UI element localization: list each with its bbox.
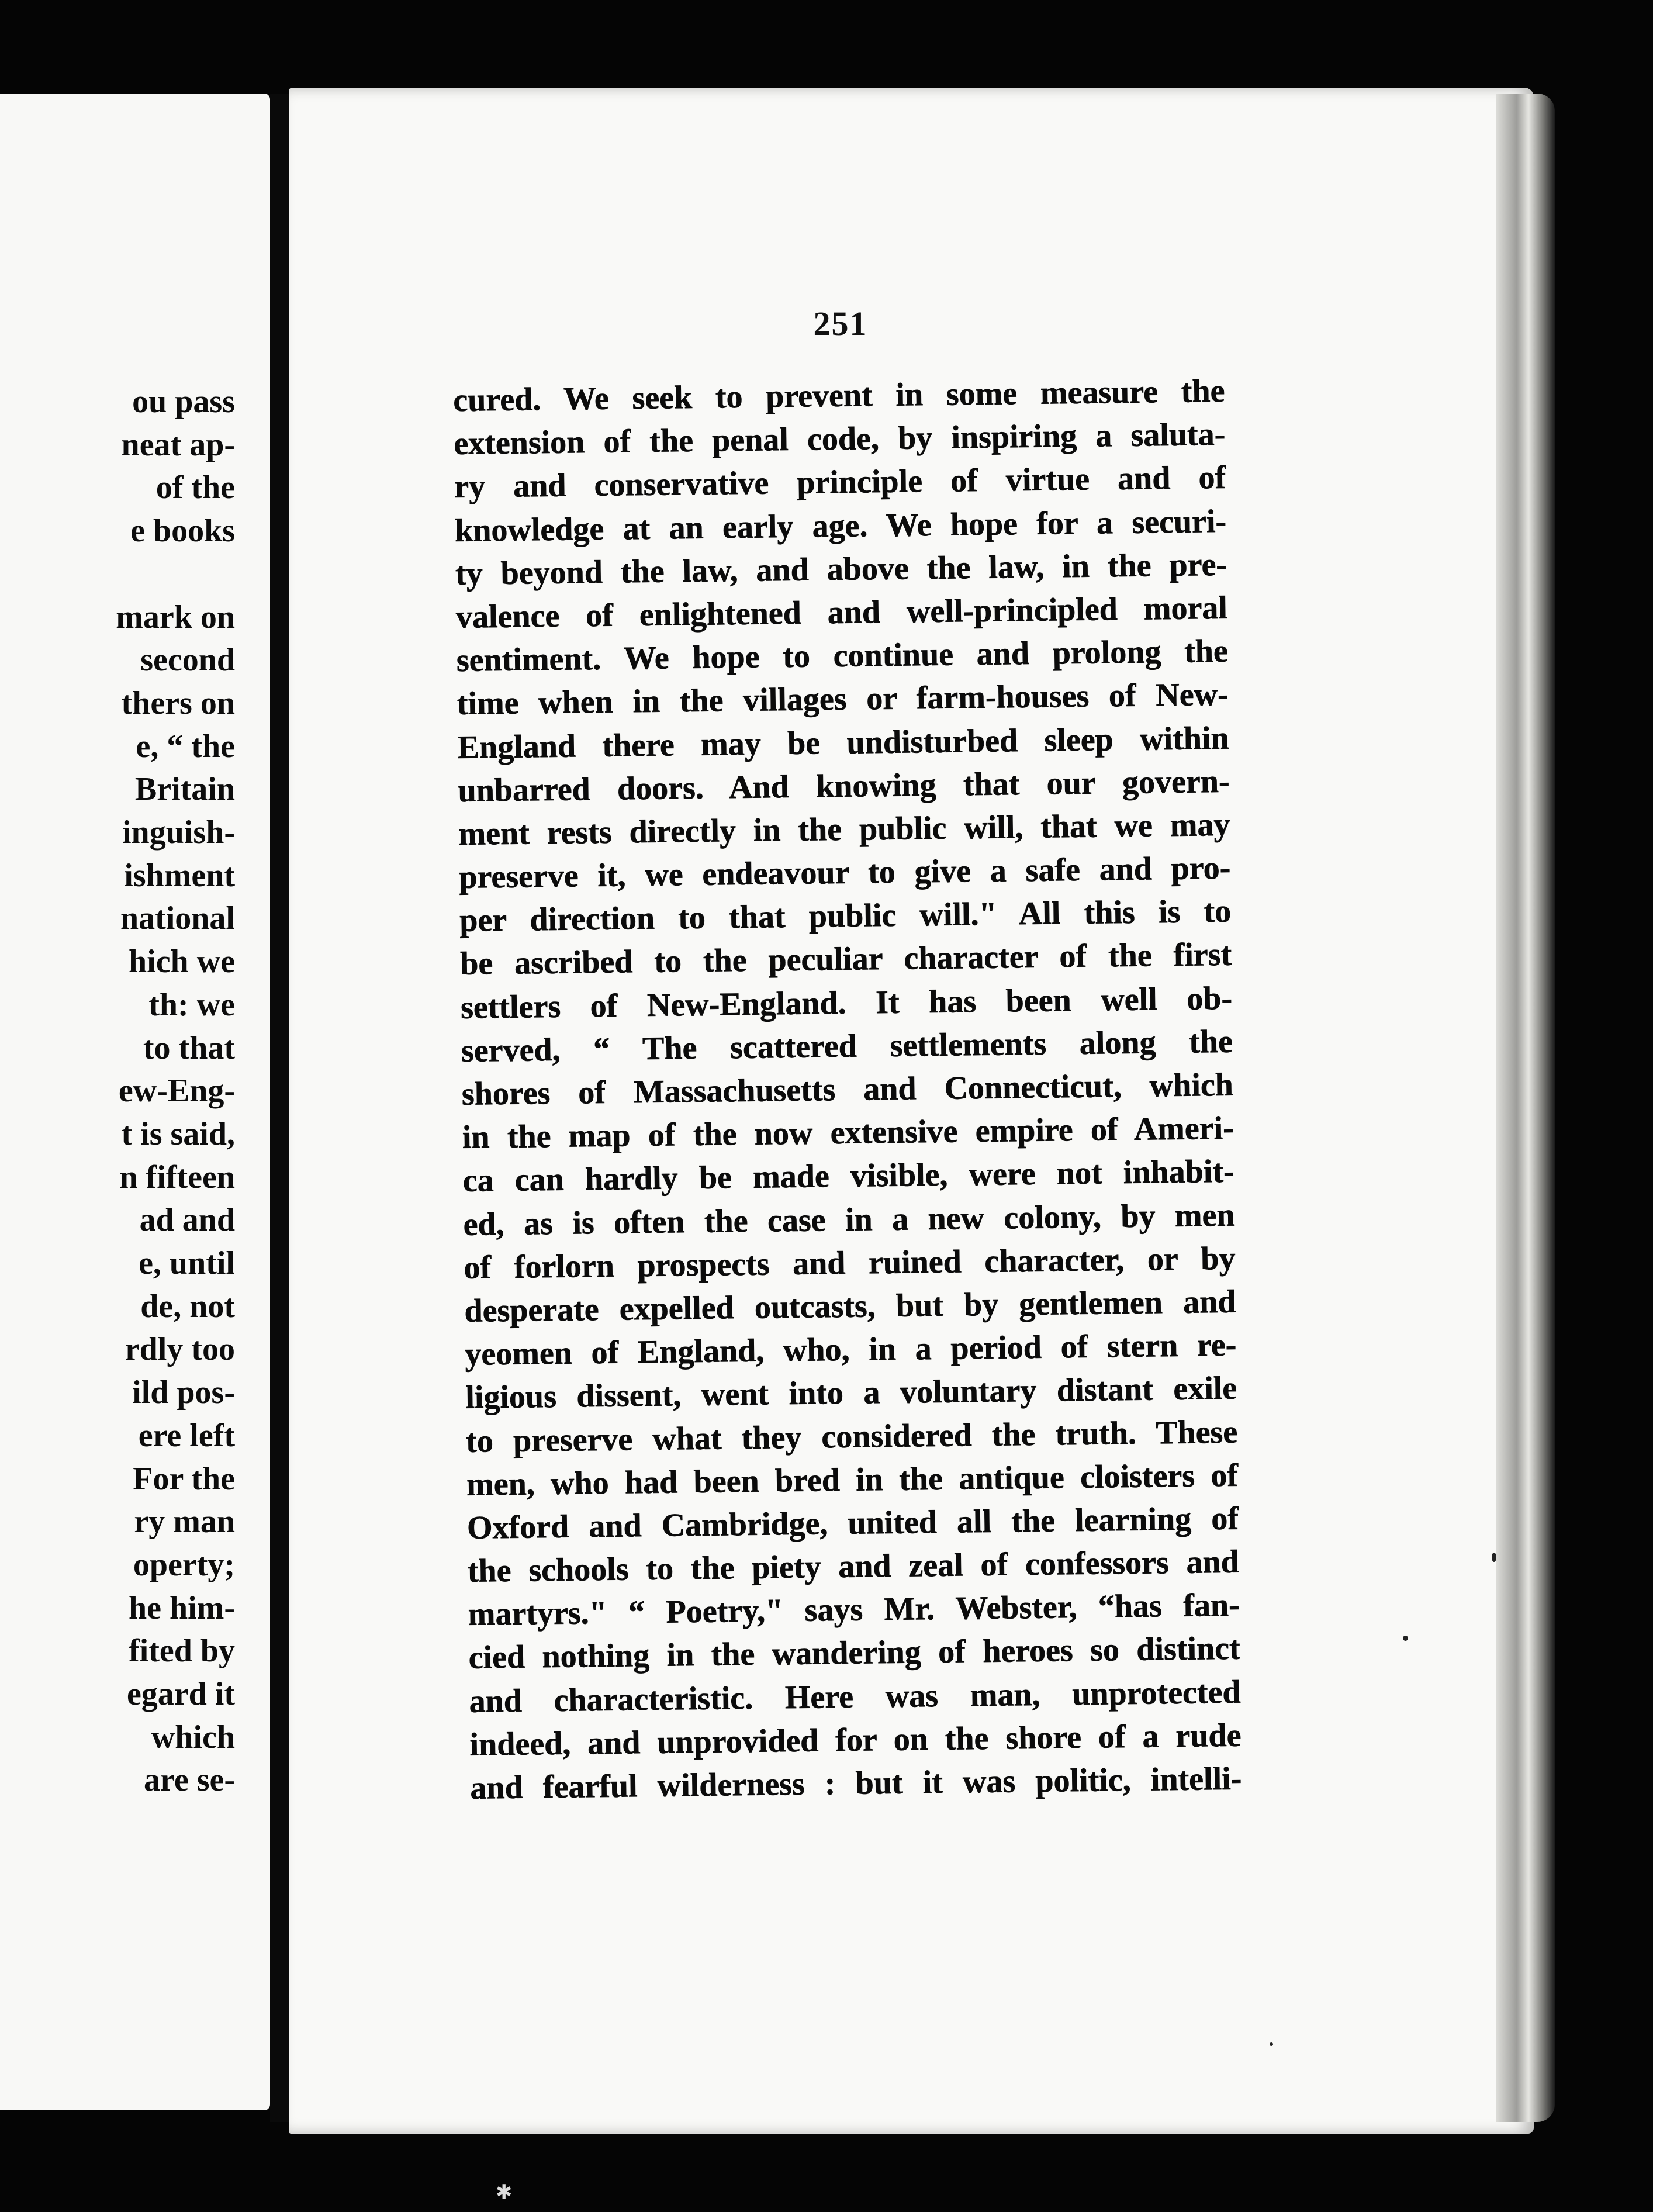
facing-line: he him- <box>129 1589 235 1626</box>
scan-artifact: ✱ <box>496 2180 513 2204</box>
facing-line: ad and <box>139 1202 235 1239</box>
text-line: men, who had been bred in the antique cloisters of <box>466 1457 1239 1503</box>
text-line: ligious dissent, went into a voluntary distant exile <box>465 1370 1237 1416</box>
facing-line: ry man <box>134 1504 235 1540</box>
facing-line: to that <box>143 1029 235 1066</box>
facing-line: operty; <box>133 1546 235 1583</box>
facing-line: de, not <box>140 1288 235 1325</box>
facing-line: ild pos- <box>132 1374 235 1411</box>
text-line: ca can hardly be made visible, were not inhabit- <box>462 1153 1235 1200</box>
body-text <box>453 369 1242 1810</box>
text-line: sentiment. We hope to continue and prolong the <box>456 633 1229 679</box>
page-edge <box>1496 94 1555 2122</box>
text-line: Oxford and Cambridge, united all the learning of <box>466 1500 1239 1546</box>
facing-line: ou pass <box>132 383 235 420</box>
facing-line: e books <box>130 513 235 549</box>
text-line: valence of enlightened and well-principled moral <box>455 589 1228 635</box>
facing-line: t is said, <box>121 1115 235 1152</box>
facing-line: fited by <box>129 1633 235 1670</box>
text-line: time when in the villages or farm-houses of New- <box>457 676 1229 723</box>
text-line: ed, as is often the case in a new colony, by men <box>463 1197 1235 1243</box>
text-line: knowledge at an early age. We hope for a securi- <box>454 503 1227 549</box>
text-line: served, “ The scattered settlements along the <box>461 1023 1233 1069</box>
ink-speck <box>1270 2042 1273 2046</box>
facing-line: second <box>140 642 235 679</box>
facing-line: of the <box>155 469 235 506</box>
text-line: unbarred doors. And knowing that our govern- <box>458 763 1230 809</box>
text-line: cured. We seek to prevent in some measure the <box>453 372 1225 419</box>
text-line: and fearful wilderness : but it was politic, intelli- <box>470 1760 1242 1806</box>
text-line: of forlorn prospects and ruined character, or by <box>464 1240 1236 1286</box>
text-line: desperate expelled outcasts, but by gentlemen and <box>464 1283 1236 1329</box>
facing-line: neat ap- <box>121 426 235 463</box>
facing-line: n fifteen <box>119 1159 235 1195</box>
page-number: 251 <box>813 305 868 343</box>
facing-line: are se- <box>144 1762 235 1799</box>
text-line: shores of Massachusetts and Connecticut, which <box>461 1066 1234 1112</box>
facing-line: thers on <box>121 685 235 721</box>
text-line: ment rests directly in the public will, that we may <box>458 806 1230 852</box>
facing-line: national <box>120 900 235 937</box>
facing-line: inguish- <box>122 814 235 851</box>
ink-speck <box>1403 1636 1408 1641</box>
ink-speck <box>1492 1553 1496 1562</box>
text-line: extension of the penal code, by inspiring a saluta- <box>453 416 1226 462</box>
facing-page-text <box>0 94 270 2110</box>
facing-page <box>0 94 270 2110</box>
facing-line: e, until <box>139 1245 235 1281</box>
facing-line: th: we <box>148 986 235 1023</box>
text-line: ty beyond the law, and above the law, in the pre- <box>455 546 1227 592</box>
facing-line: Britain <box>134 771 235 808</box>
facing-line: For the <box>133 1460 235 1497</box>
facing-line: mark on <box>116 599 235 635</box>
text-line: martyrs." “ Poetry," says Mr. Webster, “has fan- <box>468 1587 1240 1633</box>
text-line: per direction to that public will." All this is to <box>459 893 1232 939</box>
facing-line: rdly too <box>125 1331 235 1368</box>
text-line: and characteristic. Here was man, unprotected <box>469 1674 1241 1720</box>
text-line: settlers of New-England. It has been well ob- <box>460 980 1233 1026</box>
facing-line: ew-Eng- <box>118 1073 235 1110</box>
text-line: indeed, and unprovided for on the shore of a rude <box>469 1717 1242 1763</box>
text-line: yeomen of England, who, in a period of stern re- <box>465 1326 1237 1373</box>
facing-line: egard it <box>126 1676 235 1712</box>
facing-line: hich we <box>129 943 235 980</box>
text-line: preserve it, we endeavour to give a safe and pro- <box>459 849 1231 896</box>
facing-line: e, “ the <box>136 728 235 765</box>
book-gutter <box>270 94 290 2122</box>
text-line: in the map of the now extensive empire of Ameri- <box>462 1110 1234 1156</box>
text-line: to preserve what they considered the truth. These <box>465 1413 1238 1460</box>
text-line: cied nothing in the wandering of heroes so distinct <box>468 1630 1241 1677</box>
text-line: England there may be undisturbed sleep within <box>457 720 1229 766</box>
facing-line: ere left <box>138 1417 235 1454</box>
facing-line: which <box>151 1719 235 1755</box>
facing-line: ishment <box>124 857 235 894</box>
text-line: ry and conservative principle of virtue and of <box>454 459 1226 506</box>
text-line: be ascribed to the peculiar character of the first <box>459 936 1232 983</box>
text-line: the schools to the piety and zeal of confessors and <box>467 1543 1240 1589</box>
